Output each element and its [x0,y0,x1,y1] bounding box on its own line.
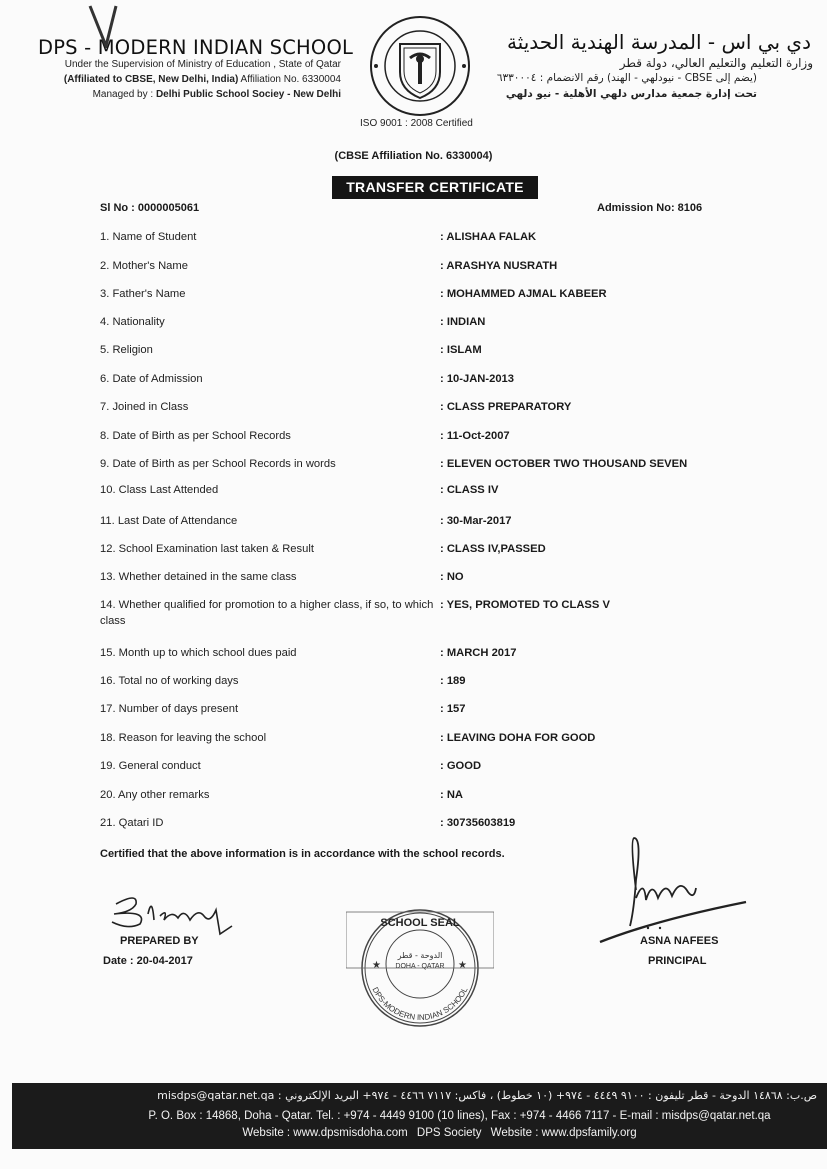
seal-city-arabic: الدوحة - قطر [397,951,443,960]
svg-text:★: ★ [458,960,467,971]
field-label: 17. Number of days present [100,703,239,715]
affiliation-bold: (Affiliated to CBSE, New Delhi, India) [63,74,239,85]
field-value: : 30-Mar-2017 [440,515,512,527]
field-label: 18. Reason for leaving the school [100,732,267,744]
pen-mark-icon [86,4,126,48]
field-value: : NO [440,571,464,583]
cbse-affiliation: (CBSE Affiliation No. 6330004) [334,150,493,162]
field-label: 8. Date of Birth as per School Records [100,430,291,442]
principal-title: PRINCIPAL [648,955,707,967]
school-crest-icon [368,14,472,118]
field-value: : ALISHAA FALAK [440,231,537,243]
field-value: : CLASS IV [440,484,499,496]
field-value: : NA [440,789,463,801]
field-label: 6. Date of Admission [100,373,203,385]
field-label: 19. General conduct [100,760,201,772]
arabic-managed-by: تحت إدارة جمعية مدارس دلهي الأهلية - نيو دلهي [505,88,757,100]
seal-city: DOHA - QATAR [395,963,445,970]
managed-by-text [93,89,341,100]
field-value: : CLASS PREPARATORY [440,401,572,413]
field-label: 16. Total no of working days [100,675,239,687]
field-value: : INDIAN [440,316,486,328]
field-label: 14. Whether qualified for promotion to a higher class, if so, to which class [100,599,434,627]
field-label: 21. Qatari ID [100,817,164,829]
prepared-by-label: PREPARED BY [120,935,199,947]
field-value: : YES, PROMOTED TO CLASS V [440,599,610,611]
field-label: 15. Month up to which school dues paid [100,647,297,659]
field-value: : CLASS IV,PASSED [440,543,546,555]
iso-certified-text: ISO 9001 : 2008 Certified [360,118,473,129]
serial-number: Sl No : 0000005061 [100,202,200,214]
footer-website-society[interactable]: Website : www.dpsfamily.org [490,1127,637,1139]
field-value: : 11-Oct-2007 [440,430,510,442]
field-label: 13. Whether detained in the same class [100,571,297,583]
issue-date: Date : 20-04-2017 [103,955,193,967]
svg-text:★: ★ [372,960,381,971]
footer-website-school[interactable]: Website : www.dpsmisdoha.com [242,1127,408,1139]
arabic-affiliation: (يضم إلى CBSE - نيودلهي - الهند) رقم الانضمام : ٦٣٣٠٠٠٤ [496,72,757,84]
field-label: 10. Class Last Attended [100,484,219,496]
affiliation-text [64,74,341,85]
field-label: 9. Date of Birth as per School Records in words [100,458,336,470]
field-label: 3. Father's Name [100,288,186,300]
field-value: : LEAVING DOHA FOR GOOD [440,732,596,744]
field-label: 20. Any other remarks [100,789,210,801]
svg-text:DPS-MODERN INDIAN SCHOOL [371,985,470,1022]
field-value: : ELEVEN OCTOBER TWO THOUSAND SEVEN [440,458,688,470]
field-value: : 30735603819 [440,817,516,829]
field-value: : MARCH 2017 [440,647,517,659]
admission-number: Admission No: 8106 [597,202,703,214]
field-label: 4. Nationality [100,316,165,328]
seal-label: SCHOOL SEAL [380,917,460,929]
field-label: 1. Name of Student [100,231,197,243]
field-value: : 157 [440,703,466,715]
footer-address: P. O. Box : 14868, Doha - Qatar. Tel. : +974 - 4449 9100 (10 lines), Fax : +974 - 4466 7117 - E-mail : misdps@qatar.net.qa [148,1110,771,1122]
footer-society: DPS Society [416,1127,482,1139]
field-value: : GOOD [440,760,482,772]
footer-arabic-address: ص.ب: ١٤٨٦٨ الدوحة - قطر تليفون : ٩١٠٠ ٤٤٤٩ - ٩٧٤+ (١٠ خطوط) ، فاكس: ٧١١٧ ٤٤٦٦ - ٩٧٤+ البريد الإلكتروني : misdps@qatar.net.qa [157,1089,817,1102]
principal-signature-icon [596,830,756,950]
seal-ring-text: DPS-MODERN INDIAN SCHOOL [370,985,470,1023]
school-name: DPS - MODERN INDIAN SCHOOL [38,36,354,59]
field-label: 11. Last Date of Attendance [100,515,238,527]
arabic-school-name: دي بي اس - المدرسة الهندية الحديثة [506,30,811,54]
field-value: : ARASHYA NUSRATH [440,260,558,272]
field-label: 5. Religion [100,344,153,356]
field-value: : 189 [440,675,466,687]
managed-by-society: Delhi Public School Sociey - New Delhi [155,89,341,100]
certificate-title: TRANSFER CERTIFICATE [332,176,538,199]
footer-bar [12,1083,827,1149]
certified-statement: Certified that the above information is in accordance with the school records. [100,848,505,860]
field-label: 2. Mother's Name [100,260,188,272]
field-label: 7. Joined in Class [100,401,189,413]
arabic-ministry: وزارة التعليم والتعليم العالي، دولة قطر [619,56,813,70]
managed-prefix: Managed by : [92,89,154,100]
principal-name: ASNA NAFEES [640,935,719,947]
affiliation-number: Affiliation No. 6330004 [240,74,341,85]
field-value: : 10-JAN-2013 [440,373,514,385]
supervision-text: Under the Supervision of Ministry of Education , State of Qatar [64,59,341,70]
footer-websites [12,1127,827,1139]
school-seal-icon [346,902,494,1034]
field-value: : MOHAMMED AJMAL KABEER [440,288,607,300]
field-label: 12. School Examination last taken & Result [100,543,314,555]
field-value: : ISLAM [440,344,482,356]
